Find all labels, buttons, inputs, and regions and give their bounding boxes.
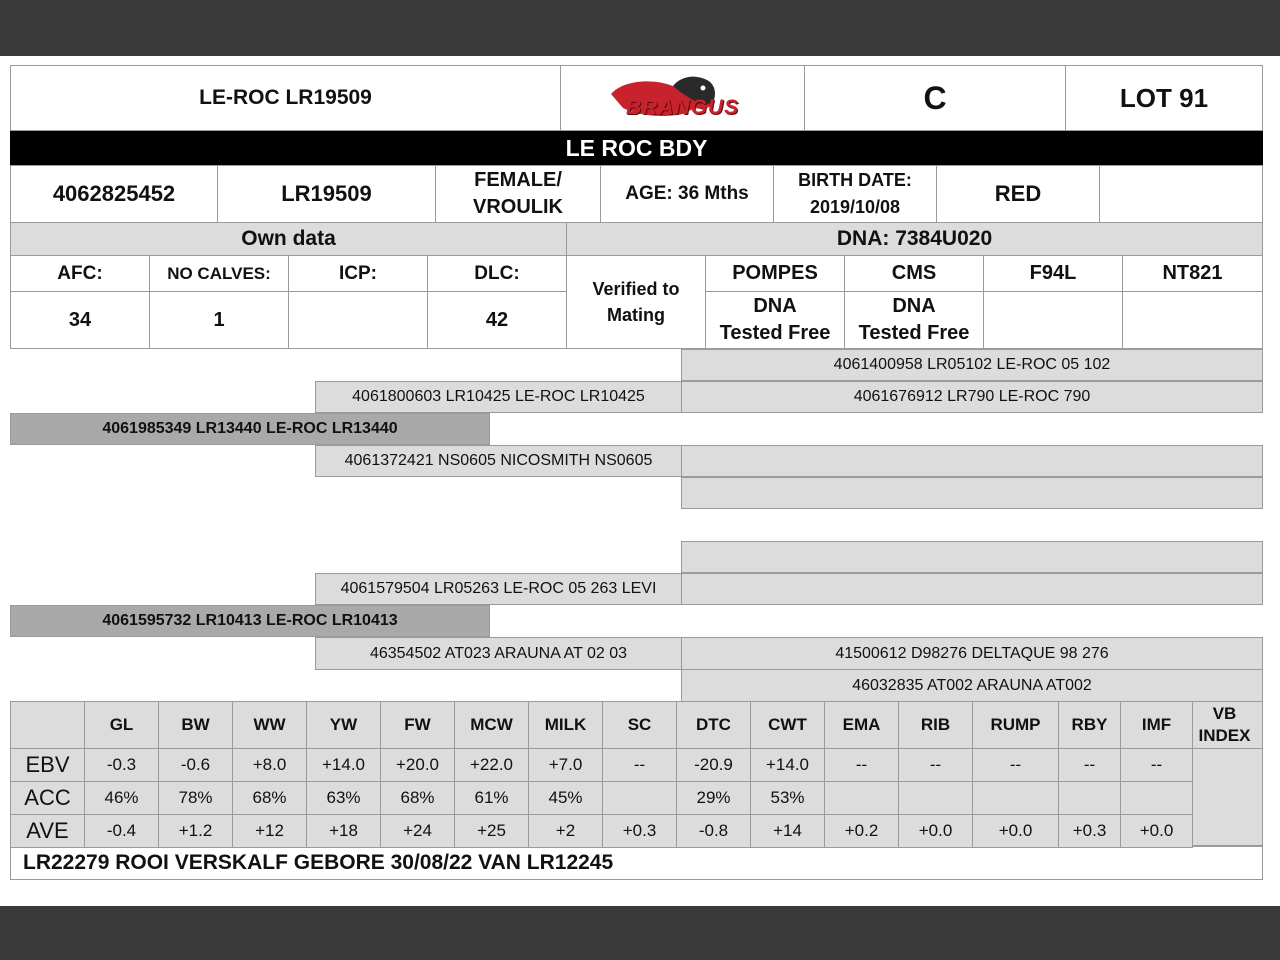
ebv-cell: +0.2 (824, 814, 899, 848)
test-pompes-result (705, 291, 845, 349)
birth-date-value: 2019/10/08 (809, 197, 901, 217)
animal-id-name: LE-ROC LR19509 (10, 65, 561, 131)
ebv-cell: -- (972, 748, 1059, 782)
test-f94l-result (983, 291, 1123, 349)
ebv-cell: +25 (454, 814, 529, 848)
sex (435, 165, 601, 223)
ebv-col-milk: MILK (528, 701, 603, 749)
ebv-cell: -0.3 (84, 748, 159, 782)
ebv-corner (10, 701, 85, 749)
ebv-cell: +2 (528, 814, 603, 848)
own-data-header: Own data (10, 222, 567, 256)
test-nt821-result (1122, 291, 1263, 349)
test-cms-line-1: DNA (892, 295, 936, 317)
footer-note: LR22279 ROOI VERSKALF GEBORE 30/08/22 VAN LR12245 (10, 846, 1263, 880)
ebv-cell: +0.0 (1120, 814, 1193, 848)
ebv-cell (898, 781, 973, 815)
ebv-col-rump: RUMP (972, 701, 1059, 749)
ebv-cell (1120, 781, 1193, 815)
ebv-cell: -0.6 (158, 748, 233, 782)
ebv-cell (972, 781, 1059, 815)
ebv-col-rib: RIB (898, 701, 973, 749)
ebv-cell (824, 781, 899, 815)
dlc-label: DLC: (427, 255, 567, 292)
birth-date (773, 165, 937, 223)
ebv-col-bw: BW (158, 701, 233, 749)
pedigree-sire-sire: 4061800603 LR10425 LE-ROC LR10425 (315, 381, 682, 413)
test-cms-result (844, 291, 984, 349)
ebv-col-ema: EMA (824, 701, 899, 749)
ebv-cell: +0.3 (602, 814, 677, 848)
test-nt821-name: NT821 (1122, 255, 1263, 292)
ebv-cell (602, 781, 677, 815)
ebv-cell: +14.0 (306, 748, 381, 782)
pedigree-dam-dam-sire: 41500612 D98276 DELTAQUE 98 276 (681, 637, 1263, 670)
pedigree-sire-sire-sire: 4061400958 LR05102 LE-ROC 05 102 (681, 349, 1263, 381)
ebv-cell: -- (1058, 748, 1121, 782)
pedigree-sire-dam-dam (681, 477, 1263, 509)
ebv-cell: +14 (750, 814, 825, 848)
verified-to-mating (566, 255, 706, 349)
vb-index-value (1186, 748, 1263, 846)
ebv-cell: 78% (158, 781, 233, 815)
pedigree-sire-dam: 4061372421 NS0605 NICOSMITH NS0605 (315, 445, 682, 477)
registration-number: 4062825452 (10, 165, 218, 223)
ebv-col-sc: SC (602, 701, 677, 749)
ebv-cell: +0.0 (972, 814, 1059, 848)
ebv-cell: 68% (232, 781, 307, 815)
afc-value: 34 (10, 291, 150, 349)
sale-card (0, 56, 1280, 906)
ebv-cell: +8.0 (232, 748, 307, 782)
icp-label: ICP: (288, 255, 428, 292)
pedigree-dam-sire-dam (681, 573, 1263, 605)
ebv-cell: +24 (380, 814, 455, 848)
test-f94l-name: F94L (983, 255, 1123, 292)
ebv-cell: +7.0 (528, 748, 603, 782)
pedigree-sire-sire-dam: 4061676912 LR790 LE-ROC 790 (681, 381, 1263, 413)
ebv-col-dtc: DTC (676, 701, 751, 749)
ebv-cell: +22.0 (454, 748, 529, 782)
dlc-value: 42 (427, 291, 567, 349)
ebv-cell: +0.0 (898, 814, 973, 848)
ebv-col-rby: RBY (1058, 701, 1121, 749)
verified-line-1: Verified to (592, 279, 680, 299)
ebv-col-mcw: MCW (454, 701, 529, 749)
test-pompes-line-1: DNA (753, 295, 797, 317)
ebv-col-ww: WW (232, 701, 307, 749)
ebv-cell: +0.3 (1058, 814, 1121, 848)
ebv-cell: +14.0 (750, 748, 825, 782)
logo-text: BRANGUS (626, 96, 740, 119)
brangus-logo (560, 65, 805, 131)
coat-color: RED (936, 165, 1100, 223)
ebv-cell: -- (898, 748, 973, 782)
ebv-row-label: ACC (10, 781, 85, 815)
afc-label: AFC: (10, 255, 150, 292)
ebv-col-yw: YW (306, 701, 381, 749)
ebv-row-label: EBV (10, 748, 85, 782)
ebv-cell: 29% (676, 781, 751, 815)
sex-line-1: FEMALE/ (474, 169, 562, 191)
ebv-cell: 45% (528, 781, 603, 815)
ebv-col-fw: FW (380, 701, 455, 749)
ebv-cell: +1.2 (158, 814, 233, 848)
herd-id: LR19509 (217, 165, 436, 223)
ebv-cell: -- (824, 748, 899, 782)
ebv-cell (1058, 781, 1121, 815)
calves-label: NO CALVES: (149, 255, 289, 292)
age: AGE: 36 Mths (600, 165, 774, 223)
info-extra (1099, 165, 1263, 223)
pedigree-dam-dam-dam: 46032835 AT002 ARAUNA AT002 (681, 669, 1263, 702)
ebv-cell: +12 (232, 814, 307, 848)
pedigree-dam: 4061595732 LR10413 LE-ROC LR10413 (10, 605, 490, 637)
ebv-cell: -0.4 (84, 814, 159, 848)
animal-title: LE ROC BDY (10, 131, 1263, 165)
vb-index-header (1186, 701, 1263, 749)
ebv-row-label: AVE (10, 814, 85, 848)
vb-line-2: INDEX (1198, 726, 1251, 745)
ebv-col-cwt: CWT (750, 701, 825, 749)
pedigree-dam-sire: 4061579504 LR05263 LE-ROC 05 263 LEVI (315, 573, 682, 605)
ebv-cell: 61% (454, 781, 529, 815)
ebv-cell: 63% (306, 781, 381, 815)
pedigree-sire: 4061985349 LR13440 LE-ROC LR13440 (10, 413, 490, 445)
icp-value (288, 291, 428, 349)
birth-date-label: BIRTH DATE: (798, 170, 912, 190)
test-pompes-line-2: Tested Free (719, 322, 831, 344)
ebv-cell: -0.8 (676, 814, 751, 848)
dna-number: DNA: 7384U020 (566, 222, 1263, 256)
ebv-cell: 46% (84, 781, 159, 815)
ebv-col-gl: GL (84, 701, 159, 749)
verified-line-2: Mating (607, 305, 665, 325)
ebv-cell: +18 (306, 814, 381, 848)
calves-value: 1 (149, 291, 289, 349)
sex-line-2: VROULIK (473, 196, 563, 218)
ebv-cell: 68% (380, 781, 455, 815)
grade-letter: C (804, 65, 1066, 131)
ebv-col-imf: IMF (1120, 701, 1193, 749)
ebv-cell: -- (602, 748, 677, 782)
pedigree-dam-sire-sire (681, 541, 1263, 573)
ebv-cell: -20.9 (676, 748, 751, 782)
pedigree-sire-dam-sire (681, 445, 1263, 477)
ebv-cell: +20.0 (380, 748, 455, 782)
vb-line-1: VB (1212, 704, 1237, 723)
ebv-cell: 53% (750, 781, 825, 815)
test-pompes-name: POMPES (705, 255, 845, 292)
lot-number: LOT 91 (1065, 65, 1263, 131)
test-cms-name: CMS (844, 255, 984, 292)
ebv-cell: -- (1120, 748, 1193, 782)
pedigree-dam-dam: 46354502 AT023 ARAUNA AT 02 03 (315, 637, 682, 670)
test-cms-line-2: Tested Free (858, 322, 970, 344)
